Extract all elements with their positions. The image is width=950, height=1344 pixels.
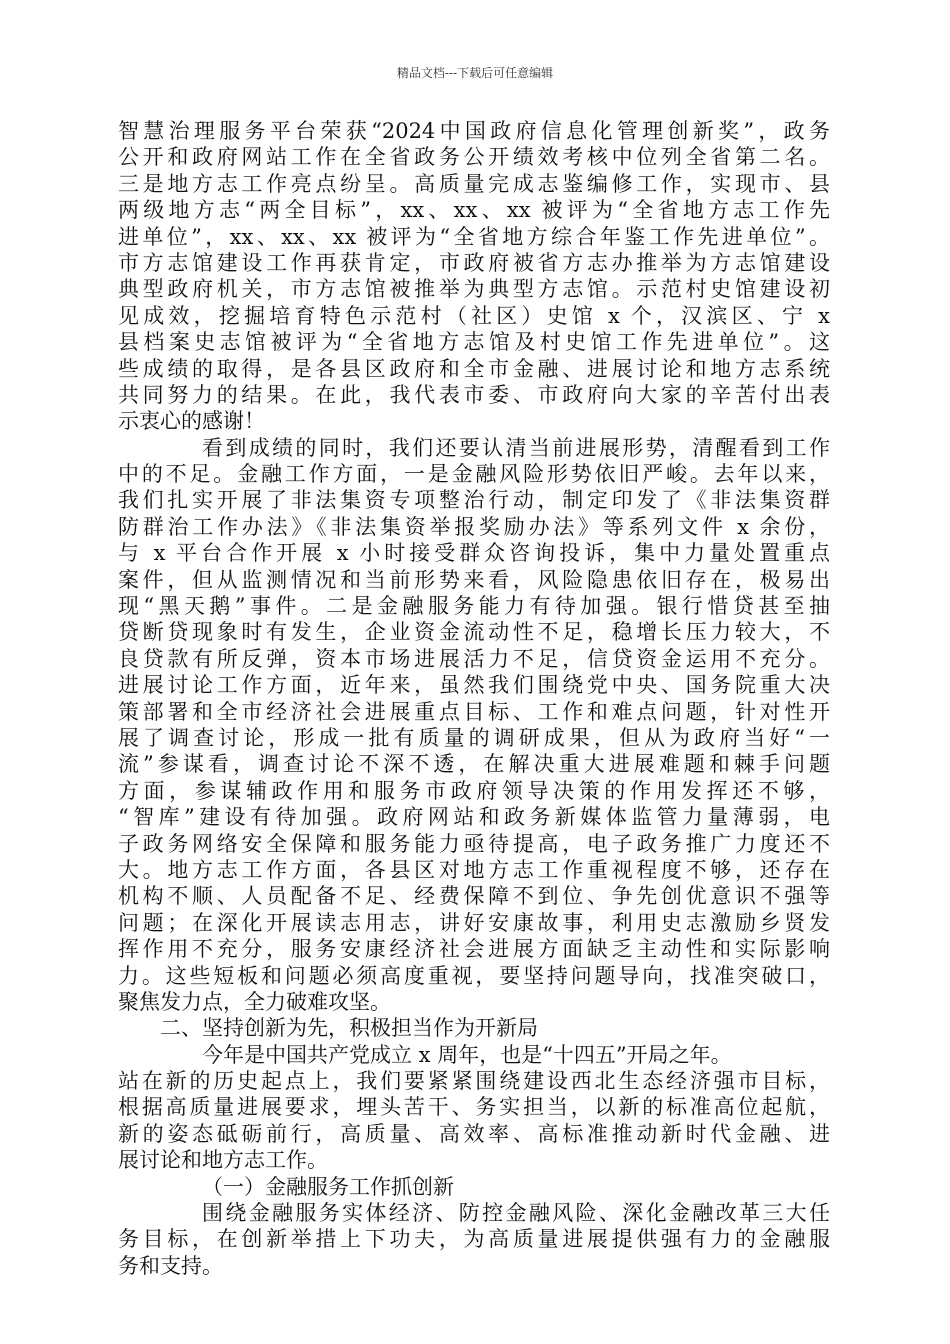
section-heading: 二、坚持创新为先，积极担当作为开新局 — [160, 1016, 538, 1041]
text-line: 机构不顺、人员配备不足、经费保障不到位、争先创优意识不强等 — [118, 884, 830, 909]
text-line: 县档案史志馆被评为“全省地方志馆及村史馆工作先进单位”。这 — [118, 330, 830, 355]
text-line: 良贷款有所反弹，资本市场进展活力不足，信贷资金运用不充分。 — [118, 646, 830, 671]
text-line: 见成效，挖掘培育特色示范村（社区）史馆 x 个，汉滨区、宁 x — [118, 303, 830, 328]
text-line: 根据高质量进展要求，埋头苦干、务实担当，以新的标准高位起航， — [118, 1095, 830, 1120]
subsection-heading: （一）金融服务工作抓创新 — [202, 1174, 454, 1199]
text-line: “智库”建设有待加强。政府网站和政务新媒体监管力量薄弱，电 — [118, 805, 830, 830]
text-line: 进单位”，xx、xx、xx 被评为“全省地方综合年鉴工作先进单位”。 — [118, 224, 830, 249]
document-body — [118, 118, 830, 1279]
text-line: 共同努力的结果。在此，我代表市委、市政府向大家的辛苦付出表 — [118, 382, 830, 407]
text-line: 进展讨论工作方面，近年来，虽然我们围绕党中央、国务院重大决 — [118, 673, 830, 698]
text-line: 方面，参谋辅政作用和服务市政府领导决策的作用发挥还不够， — [118, 778, 830, 803]
text-line: 策部署和全市经济社会进展重点目标、工作和难点问题，针对性开 — [118, 699, 830, 724]
text-line: 现“黑天鹅”事件。二是金融服务能力有待加强。银行惜贷甚至抽 — [118, 594, 830, 619]
text-line: 两级地方志“两全目标”，xx、xx、xx 被评为“全省地方志工作先 — [118, 198, 830, 223]
text-line: 挥作用不充分，服务安康经济社会进展方面缺乏主动性和实际影响 — [118, 937, 830, 962]
text-line: 问题；在深化开展读志用志，讲好安康故事，利用史志激励乡贤发 — [118, 910, 830, 935]
paragraph-first-line: 今年是中国共产党成立 x 周年，也是“十四五”开局之年。 — [202, 1042, 732, 1067]
page-header: 精品文档---下载后可任意编辑 — [396, 66, 554, 80]
text-line: 案件，但从监测情况和当前形势来看，风险隐患依旧存在，极易出 — [118, 567, 830, 592]
text-line: 聚焦发力点，全力破难攻坚。 — [118, 989, 391, 1014]
text-line: 务目标，在创新举措上下功夫，为高质量进展提供强有力的金融服 — [118, 1227, 830, 1252]
text-line: 务和支持。 — [118, 1253, 223, 1278]
text-line: 市方志馆建设工作再获肯定，市政府被省方志办推举为方志馆建设 — [118, 250, 830, 275]
text-line: 公开和政府网站工作在全省政务公开绩效考核中位列全省第二名。 — [118, 145, 830, 170]
text-line: 新的姿态砥砺前行，高质量、高效率、高标准推动新时代金融、进 — [118, 1121, 830, 1146]
text-line: 子政务网络安全保障和服务能力亟待提高，电子政务推广力度还不 — [118, 831, 830, 856]
paragraph-first-line: 看到成绩的同时，我们还要认清当前进展形势，清醒看到工作 — [202, 435, 830, 460]
text-line: 站在新的历史起点上，我们要紧紧围绕建设西北生态经济强市目标， — [118, 1069, 830, 1094]
text-line: 与 x 平台合作开展 x 小时接受群众咨询投诉，集中力量处置重点 — [118, 541, 830, 566]
text-line: 三是地方志工作亮点纷呈。高质量完成志鉴编修工作，实现市、县 — [118, 171, 830, 196]
text-line: 展了调查讨论，形成一批有质量的调研成果，但从为政府当好“一 — [118, 725, 830, 750]
text-line: 力。这些短板和问题必须高度重视，要坚持问题导向，找准突破口， — [118, 963, 830, 988]
text-line: 示衷心的感谢！ — [118, 409, 265, 434]
text-line: 贷断贷现象时有发生，企业资金流动性不足，稳增长压力较大，不 — [118, 620, 830, 645]
text-line: 防群治工作办法》《非法集资举报奖励办法》等系列文件 x 余份， — [118, 514, 830, 539]
text-line: 些成绩的取得，是各县区政府和全市金融、进展讨论和地方志系统 — [118, 356, 830, 381]
text-line: 智慧治理服务平台荣获“2024中国政府信息化管理创新奖”，政务 — [118, 119, 830, 143]
text-line: 中的不足。金融工作方面，一是金融风险形势依旧严峻。去年以来， — [118, 462, 830, 487]
text-line: 大。地方志工作方面，各县区对地方志工作重视程度不够，还存在 — [118, 857, 830, 882]
text-line: 流”参谋看，调查讨论不深不透，在解决重大进展难题和棘手问题 — [118, 752, 830, 777]
paragraph-first-line: 围绕金融服务实体经济、防控金融风险、深化金融改革三大任 — [202, 1201, 830, 1226]
text-line: 展讨论和地方志工作。 — [118, 1148, 328, 1173]
text-line: 我们扎实开展了非法集资专项整治行动，制定印发了《非法集资群 — [118, 488, 830, 513]
text-line: 典型政府机关，市方志馆被推举为典型方志馆。示范村史馆建设初 — [118, 277, 830, 302]
